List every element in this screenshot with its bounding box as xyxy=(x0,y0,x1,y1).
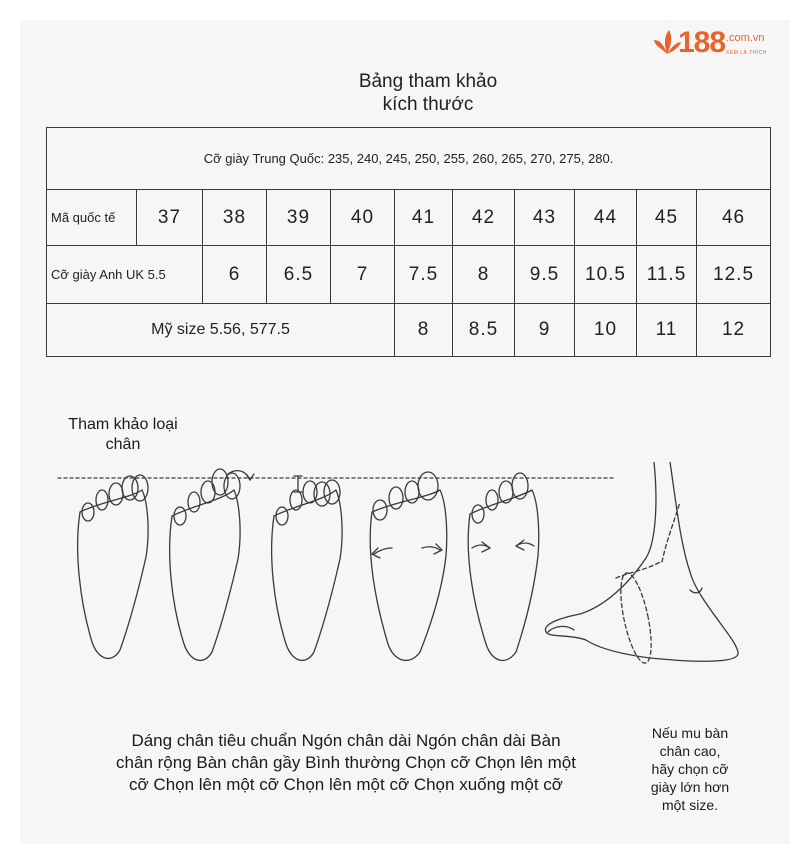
description-line-3: cỡ Chọn lên một cỡ Chọn lên một cỡ Chọn xuống một cỡ xyxy=(129,775,563,794)
uk-size-cell: 6.5 xyxy=(267,246,331,304)
eu-size-cell: 37 xyxy=(137,190,203,246)
us-row-label: Mỹ size 5.56, 577.5 xyxy=(47,304,395,357)
title-line-1: Bảng tham khảo xyxy=(358,71,498,92)
uk-size-cell: 11.5 xyxy=(637,246,697,304)
foot-types-heading-line-1: Tham khảo loại xyxy=(68,416,178,433)
foot-types-heading-line-2: chân xyxy=(105,436,141,453)
foot-wide-icon xyxy=(370,472,447,660)
us-size-cell: 12 xyxy=(697,304,771,357)
us-size-cell: 9 xyxy=(515,304,575,357)
page-title xyxy=(300,70,556,116)
us-size-cell: 11 xyxy=(637,304,697,357)
foot-high-instep-icon xyxy=(545,462,738,665)
size-chart-table xyxy=(46,127,771,357)
title-line-2: kích thước xyxy=(382,94,474,115)
note-line-1: Nếu mu bàn xyxy=(651,725,729,741)
note-line-3: hãy chọn cỡ xyxy=(651,761,729,777)
foot-long-toe-icon xyxy=(170,469,254,660)
foot-narrow-icon xyxy=(468,473,539,660)
eu-size-cell: 38 xyxy=(203,190,267,246)
logo-domain-text: .com.vn xyxy=(726,32,765,44)
uk-row-label: Cỡ giày Anh UK 5.5 xyxy=(47,246,203,304)
uk-size-cell: 12.5 xyxy=(697,246,771,304)
uk-size-cell: 7.5 xyxy=(395,246,453,304)
table-row-us xyxy=(47,304,771,357)
brand-logo[interactable] xyxy=(652,26,777,66)
cn-size-cell: Cỡ giày Trung Quốc: 235, 240, 245, 250, 255, 260, 265, 270, 275, 280. xyxy=(47,128,771,190)
eu-size-cell: 42 xyxy=(453,190,515,246)
eu-size-cell: 44 xyxy=(575,190,637,246)
note-line-5: một size. xyxy=(661,797,718,813)
us-size-cell: 8.5 xyxy=(453,304,515,357)
foot-long-second-toe-icon xyxy=(272,476,342,660)
logo-tagline: XEM LÀ THÍCH xyxy=(726,50,767,56)
us-size-cell: 8 xyxy=(395,304,453,357)
description-line-2: chân rộng Bàn chân gầy Bình thường Chọn cỡ Chọn lên một xyxy=(116,753,576,772)
us-size-cell: 10 xyxy=(575,304,637,357)
uk-size-cell: 6 xyxy=(203,246,267,304)
foot-shapes-illustration xyxy=(50,462,750,672)
logo-brand-text: 188 xyxy=(678,26,726,59)
eu-size-cell: 45 xyxy=(637,190,697,246)
uk-size-cell: 9.5 xyxy=(515,246,575,304)
uk-size-cell: 10.5 xyxy=(575,246,637,304)
table-row-eu xyxy=(47,190,771,246)
note-line-2: chân cao, xyxy=(659,743,721,759)
eu-size-cell: 39 xyxy=(267,190,331,246)
eu-size-cell: 46 xyxy=(697,190,771,246)
eu-size-cell: 41 xyxy=(395,190,453,246)
eu-size-cell: 40 xyxy=(331,190,395,246)
eu-size-cell: 43 xyxy=(515,190,575,246)
foot-types-description xyxy=(96,730,596,796)
table-row-cn xyxy=(47,128,771,190)
foot-types-heading xyxy=(56,415,190,455)
high-instep-note xyxy=(636,724,744,814)
note-line-4: giày lớn hơn xyxy=(650,779,730,795)
eu-row-label: Mã quốc tế xyxy=(47,190,137,246)
foot-standard-icon xyxy=(78,475,148,658)
table-row-uk xyxy=(47,246,771,304)
uk-size-cell: 8 xyxy=(453,246,515,304)
description-line-1: Dáng chân tiêu chuẩn Ngón chân dài Ngón chân dài Bàn xyxy=(131,731,561,750)
uk-size-cell: 7 xyxy=(331,246,395,304)
